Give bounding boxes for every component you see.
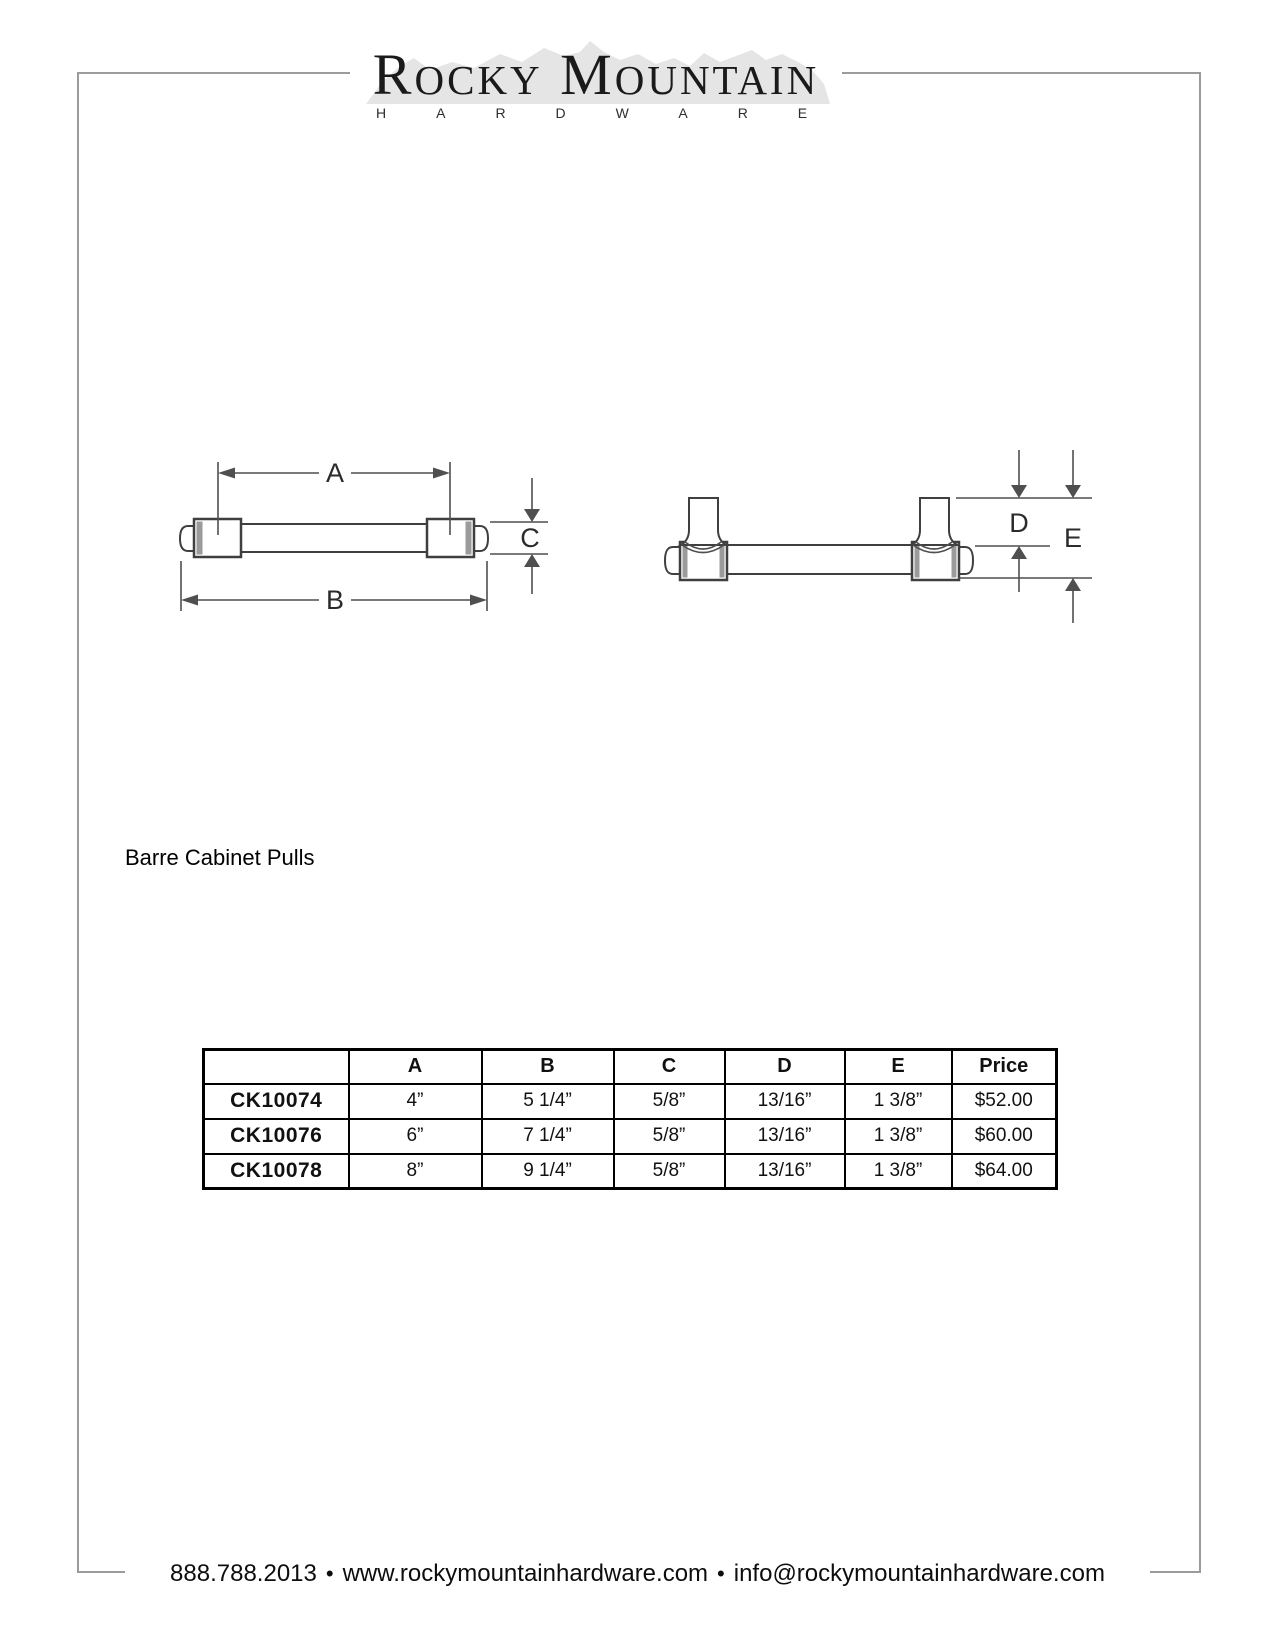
- right-collar-shading-outer: [952, 545, 957, 578]
- table-row: [204, 1084, 1057, 1119]
- header-b: B: [482, 1050, 614, 1084]
- table-row: [204, 1119, 1057, 1154]
- header-price: Price: [952, 1050, 1057, 1084]
- dim-label-a: A: [325, 458, 345, 488]
- value-price: $64.00: [952, 1154, 1057, 1189]
- technical-drawing: [100, 380, 1100, 640]
- value-c: 5/8”: [614, 1119, 725, 1154]
- dim-label-d: D: [1009, 508, 1029, 538]
- value-b: 7 1/4”: [482, 1119, 614, 1154]
- dimension-c: [490, 478, 548, 594]
- page-title: Barre Cabinet Pulls: [125, 845, 315, 870]
- separator-bullet: •: [325, 1561, 334, 1586]
- value-d: 13/16”: [725, 1154, 845, 1189]
- dim-label-e: E: [1063, 523, 1083, 553]
- value-a: 8”: [349, 1154, 482, 1189]
- value-a: 6”: [349, 1119, 482, 1154]
- dimension-b: [181, 561, 487, 615]
- brand-logo: [350, 36, 858, 124]
- part-number: CK10078: [204, 1154, 349, 1189]
- front-view: [180, 458, 548, 615]
- value-e: 1 3/8”: [845, 1084, 952, 1119]
- pull-bar-side: [700, 545, 940, 574]
- value-b: 9 1/4”: [482, 1154, 614, 1189]
- value-d: 13/16”: [725, 1119, 845, 1154]
- separator-bullet: •: [717, 1561, 725, 1586]
- website-url: www.rockymountainhardware.com: [342, 1560, 709, 1587]
- page-border: [77, 72, 1201, 1573]
- value-e: 1 3/8”: [845, 1154, 952, 1189]
- dimensions-table: [202, 1048, 1058, 1190]
- brand-subtitle: HARDWARE: [376, 105, 858, 121]
- value-e: 1 3/8”: [845, 1119, 952, 1154]
- header-c: C: [614, 1050, 725, 1084]
- right-collar-shading-inner: [915, 545, 920, 578]
- value-d: 13/16”: [725, 1084, 845, 1119]
- left-collar-shading-inner: [720, 545, 725, 578]
- header-d: D: [725, 1050, 845, 1084]
- dim-label-b: B: [325, 585, 345, 615]
- header-blank: [204, 1050, 349, 1084]
- contact-footer: [125, 1556, 1150, 1592]
- value-c: 5/8”: [614, 1154, 725, 1189]
- brand-name: Rocky Mountain: [372, 42, 820, 107]
- header-a: A: [349, 1050, 482, 1084]
- left-collar-shading-outer: [683, 545, 688, 578]
- part-number: CK10076: [204, 1119, 349, 1154]
- pull-bar-front: [239, 524, 429, 552]
- value-a: 4”: [349, 1084, 482, 1119]
- right-stem: [912, 498, 957, 545]
- table-header-row: [204, 1050, 1057, 1084]
- dimension-d-e: [956, 450, 1092, 623]
- email-address: info@rockymountainhardware.com: [733, 1560, 1105, 1587]
- value-price: $60.00: [952, 1119, 1057, 1154]
- part-number: CK10074: [204, 1084, 349, 1119]
- value-c: 5/8”: [614, 1084, 725, 1119]
- table-row: [204, 1154, 1057, 1189]
- dim-label-c: C: [520, 523, 540, 553]
- phone-number: 888.788.2013: [170, 1560, 317, 1587]
- value-price: $52.00: [952, 1084, 1057, 1119]
- header-e: E: [845, 1050, 952, 1084]
- side-view: [665, 450, 1092, 623]
- value-b: 5 1/4”: [482, 1084, 614, 1119]
- right-post-shading: [466, 522, 472, 555]
- left-stem: [681, 498, 726, 545]
- left-post-shading: [197, 522, 203, 555]
